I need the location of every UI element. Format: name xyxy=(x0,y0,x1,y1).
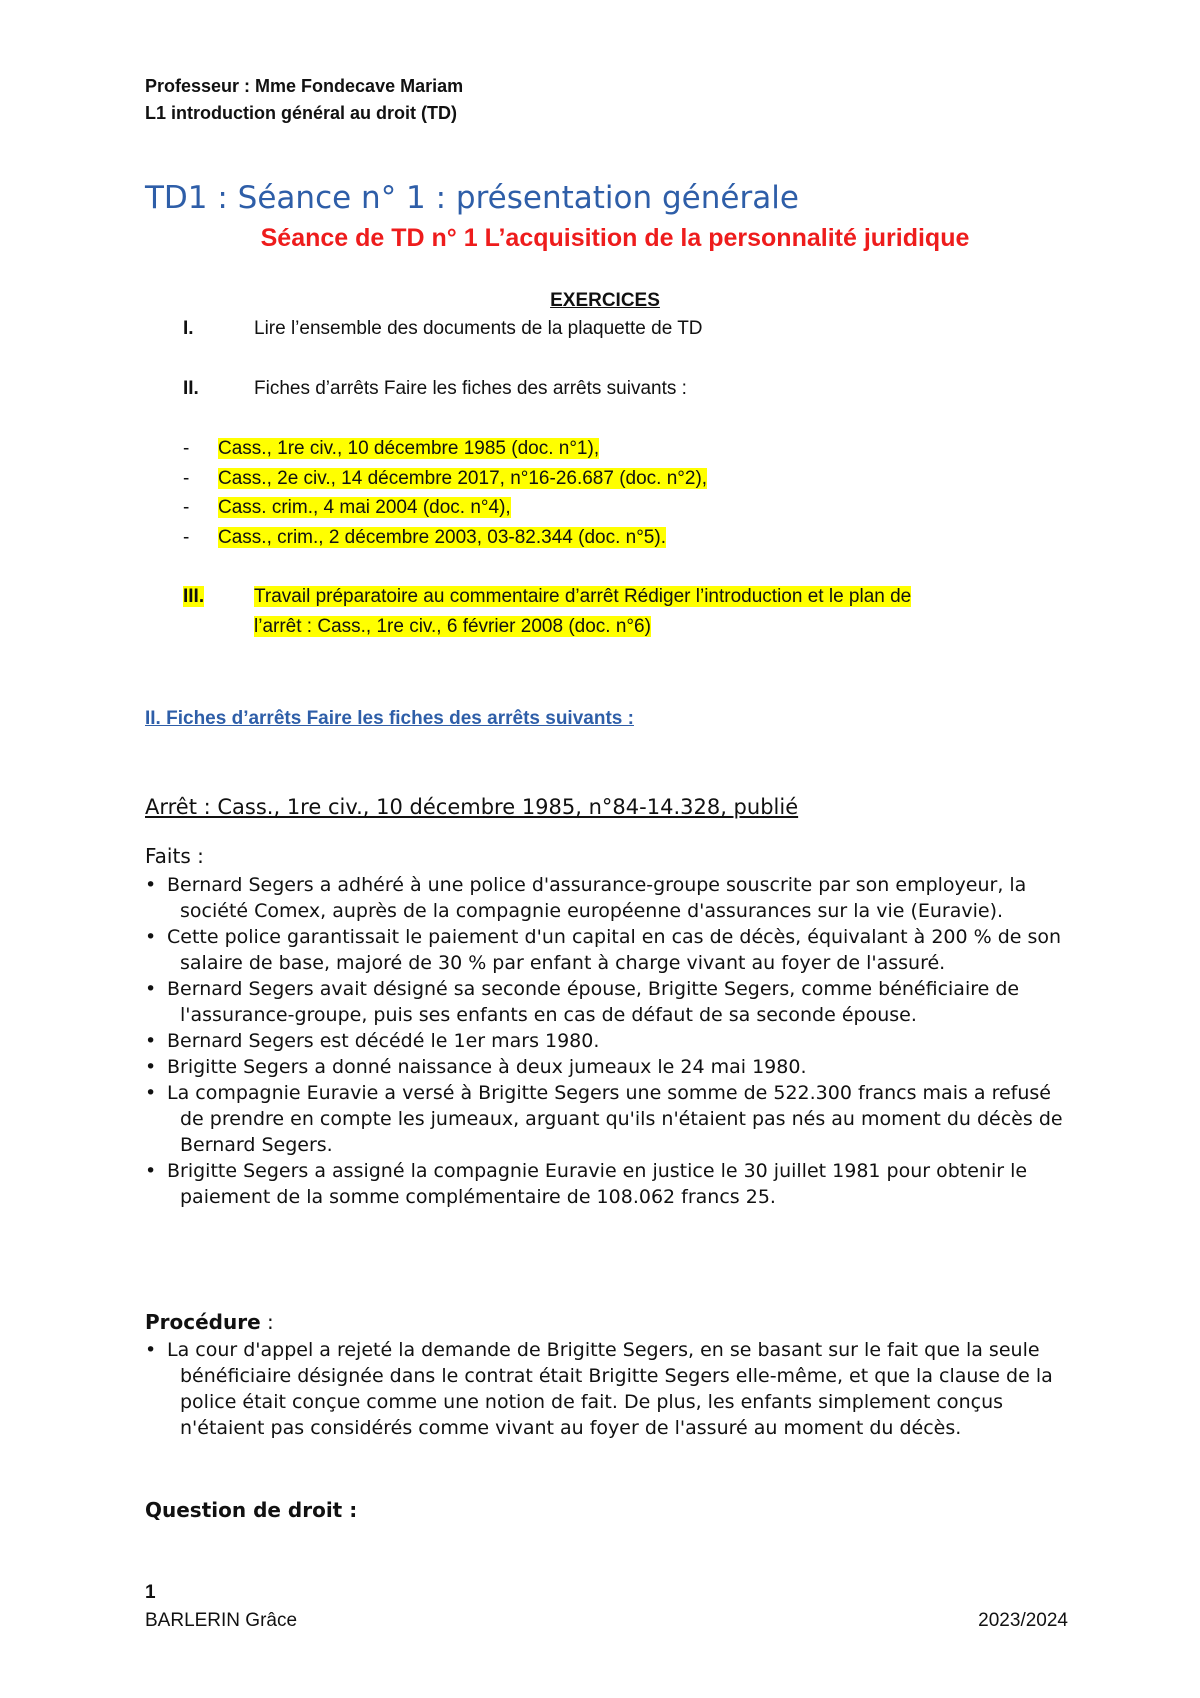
exercise-3-line-2-text: l’arrêt : Cass., 1re civ., 6 février 2008 (doc. n°6) xyxy=(254,616,651,637)
exercise-3-line-1-text: Travail préparatoire au commentaire d’arrêt Rédiger l’introduction et le plan de xyxy=(254,586,912,607)
footer-year: 2023/2024 xyxy=(978,1610,1068,1631)
section-link[interactable]: II. Fiches d’arrêts Faire les fiches des arrêts suivants : xyxy=(145,708,634,729)
fait-text: Bernard Segers a adhéré à une police d'assurance-groupe souscrite par son employeur, la société Comex, auprès de la compagnie européenne d'assurances sur la vie (Euravie). xyxy=(167,874,1027,922)
procedure-text: La cour d'appel a rejeté la demande de Brigitte Segers, en se basant sur le fait que la seule bénéficiaire désignée dans le contrat était Brigitte Segers elle-même, et que la clause de la police était conçue comme une notion de fait. De plus, les enfants simplement conçus n'étaient pas considérés comme vivant au foyer de l'assuré au moment du décès. xyxy=(167,1339,1053,1439)
exercise-1-text: Lire l’ensemble des documents de la plaquette de TD xyxy=(254,318,703,339)
list-item xyxy=(124,924,1065,976)
case-1 xyxy=(218,438,599,460)
bullet: • xyxy=(145,1082,157,1104)
case-4-text: Cass., crim., 2 décembre 2003, 03-82.344 (doc. n°5). xyxy=(218,527,666,548)
arret-title: Arrêt : Cass., 1re civ., 10 décembre 1985, n°84-14.328, publié xyxy=(145,795,799,819)
bullet: • xyxy=(145,978,157,1000)
question-heading xyxy=(145,1498,357,1522)
exercise-3-number-text: III. xyxy=(183,586,205,607)
question-label: Question de droit : xyxy=(145,1498,358,1522)
page-number: 1 xyxy=(145,1582,156,1603)
case-3 xyxy=(218,497,511,519)
fait-text: Brigitte Segers a assigné la compagnie Euravie en justice le 30 juillet 1981 pour obtenir le paiement de la somme complémentaire de 108.062 francs 25. xyxy=(167,1160,1028,1208)
professor-line: Professeur : Mme Fondecave Mariam xyxy=(145,76,464,96)
case-4 xyxy=(218,527,666,549)
case-2-dash: - xyxy=(183,468,190,489)
exercise-3-line-1 xyxy=(254,586,911,608)
list-item xyxy=(124,976,1065,1028)
procedure-list xyxy=(145,1337,1065,1441)
case-2 xyxy=(218,468,707,490)
list-item xyxy=(124,872,1065,924)
course-line: L1 introduction général au droit (TD) xyxy=(145,103,457,123)
bullet: • xyxy=(145,874,157,896)
fait-text: Bernard Segers est décédé le 1er mars 1980. xyxy=(167,1030,600,1052)
exercise-2-text: Fiches d’arrêts Faire les fiches des arrêts suivants : xyxy=(254,378,687,399)
bullet: • xyxy=(145,1030,157,1052)
fait-text: Cette police garantissait le paiement d'un capital en cas de décès, équivalant à 200 % de son salaire de base, majoré de 30 % par enfant à charge vivant au foyer de l'assuré. xyxy=(167,926,1062,974)
exercise-1-number: I. xyxy=(183,318,194,339)
bullet: • xyxy=(145,1339,157,1361)
procedure-label: Procédure xyxy=(145,1310,261,1334)
faits-colon: : xyxy=(190,844,204,868)
case-1-text: Cass., 1re civ., 10 décembre 1985 (doc. n°1), xyxy=(218,438,600,459)
exercise-3-number xyxy=(183,586,204,608)
footer-author: BARLERIN Grâce xyxy=(145,1610,298,1631)
bullet: • xyxy=(145,1056,157,1078)
case-2-text: Cass., 2e civ., 14 décembre 2017, n°16-26.687 (doc. n°2), xyxy=(218,468,708,489)
list-item xyxy=(124,1337,1065,1441)
fait-text: Bernard Segers avait désigné sa seconde épouse, Brigitte Segers, comme bénéficiaire de l'assurance-groupe, puis ses enfants en cas de défaut de sa seconde épouse. xyxy=(167,978,1020,1026)
procedure-heading xyxy=(145,1310,274,1334)
case-3-dash: - xyxy=(183,497,190,518)
fait-text: La compagnie Euravie a versé à Brigitte Segers une somme de 522.300 francs mais a refusé de prendre en compte les jumeaux, arguant qu'ils n'étaient pas nés au moment du décès de Bernard Segers. xyxy=(167,1082,1063,1156)
case-1-dash: - xyxy=(183,438,190,459)
bullet: • xyxy=(145,1160,157,1182)
list-item xyxy=(124,1054,1065,1080)
case-4-dash: - xyxy=(183,527,190,548)
exercise-3-line-2 xyxy=(254,616,651,638)
page-subtitle: Séance de TD n° 1 L’acquisition de la personnalité juridique xyxy=(260,224,970,252)
bullet: • xyxy=(145,926,157,948)
list-item xyxy=(124,1080,1065,1158)
list-item xyxy=(124,1158,1065,1210)
page-title: TD1 : Séance n° 1 : présentation générale xyxy=(145,180,799,216)
list-item xyxy=(124,1028,1065,1054)
exercise-2-number: II. xyxy=(183,378,199,399)
faits-label: Faits xyxy=(145,844,191,868)
fait-text: Brigitte Segers a donné naissance à deux jumeaux le 24 mai 1980. xyxy=(167,1056,807,1078)
faits-heading xyxy=(145,844,204,868)
exercises-heading: EXERCICES xyxy=(550,290,660,311)
faits-list xyxy=(145,872,1065,1210)
procedure-colon: : xyxy=(260,1310,274,1334)
case-3-text: Cass. crim., 4 mai 2004 (doc. n°4), xyxy=(218,497,511,518)
